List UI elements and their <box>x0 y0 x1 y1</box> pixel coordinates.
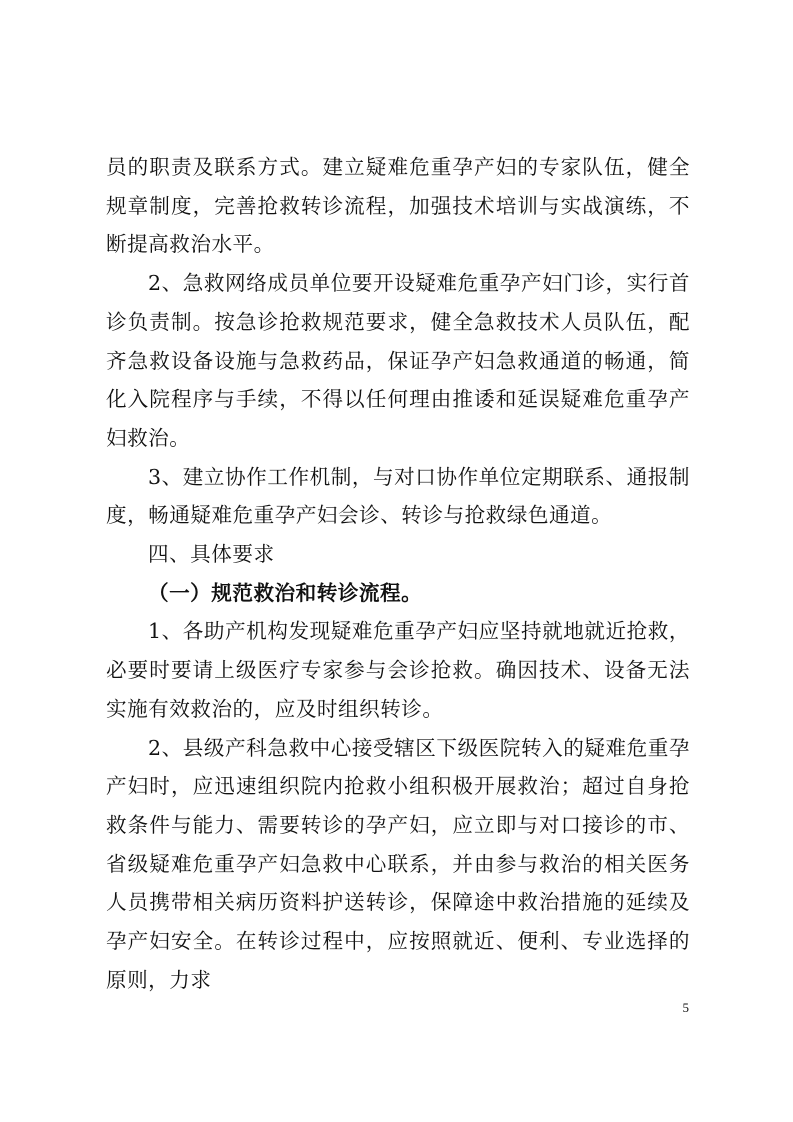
document-page <box>106 148 690 999</box>
paragraph-county-center: 2、县级产科急救中心接受辖区下级医院转入的疑难危重孕产妇时，应迅速组织院内抢救小组积极开展救治；超过自身抢救条件与能力、需要转诊的孕产妇，应立即与对口接诊的市、省级疑难危重孕产妇急救中心联系，并由参与救治的相关医务人员携带相关病历资料护送转诊，保障途中救治措施的延续及孕产妇安全。在转诊过程中，应按照就近、便利、专业选择的原则，力求 <box>106 735 690 992</box>
paragraph-cooperation: 3、建立协作工作机制，与对口协作单位定期联系、通报制度，畅通疑难危重孕产妇会诊、转诊与抢救绿色通道。 <box>106 464 690 528</box>
paragraph-emergency-network: 2、急救网络成员单位要开设疑难危重孕产妇门诊，实行首诊负责制。按急诊抢救规范要求，健全急救技术人员队伍，配齐急救设备设施与急救药品，保证孕产妇急救通道的畅通，简化入院程序与手续，不得以任何理由推诿和延误疑难危重孕产妇救治。 <box>106 271 690 450</box>
section-heading: 四、具体要求 <box>148 542 275 567</box>
paragraph-local-rescue: 1、各助产机构发现疑难危重孕产妇应坚持就地就近抢救，必要时要请上级医疗专家参与会诊抢救。确因技术、设备无法实施有效救治的，应及时组织转诊。 <box>106 619 690 721</box>
subsection-heading: （一）规范救治和转诊流程。 <box>148 580 423 605</box>
page-number: 5 <box>682 1000 689 1015</box>
paragraph-duties: 员的职责及联系方式。建立疑难危重孕产妇的专家队伍，健全规章制度，完善抢救转诊流程，加强技术培训与实战演练，不断提高救治水平。 <box>106 155 690 257</box>
